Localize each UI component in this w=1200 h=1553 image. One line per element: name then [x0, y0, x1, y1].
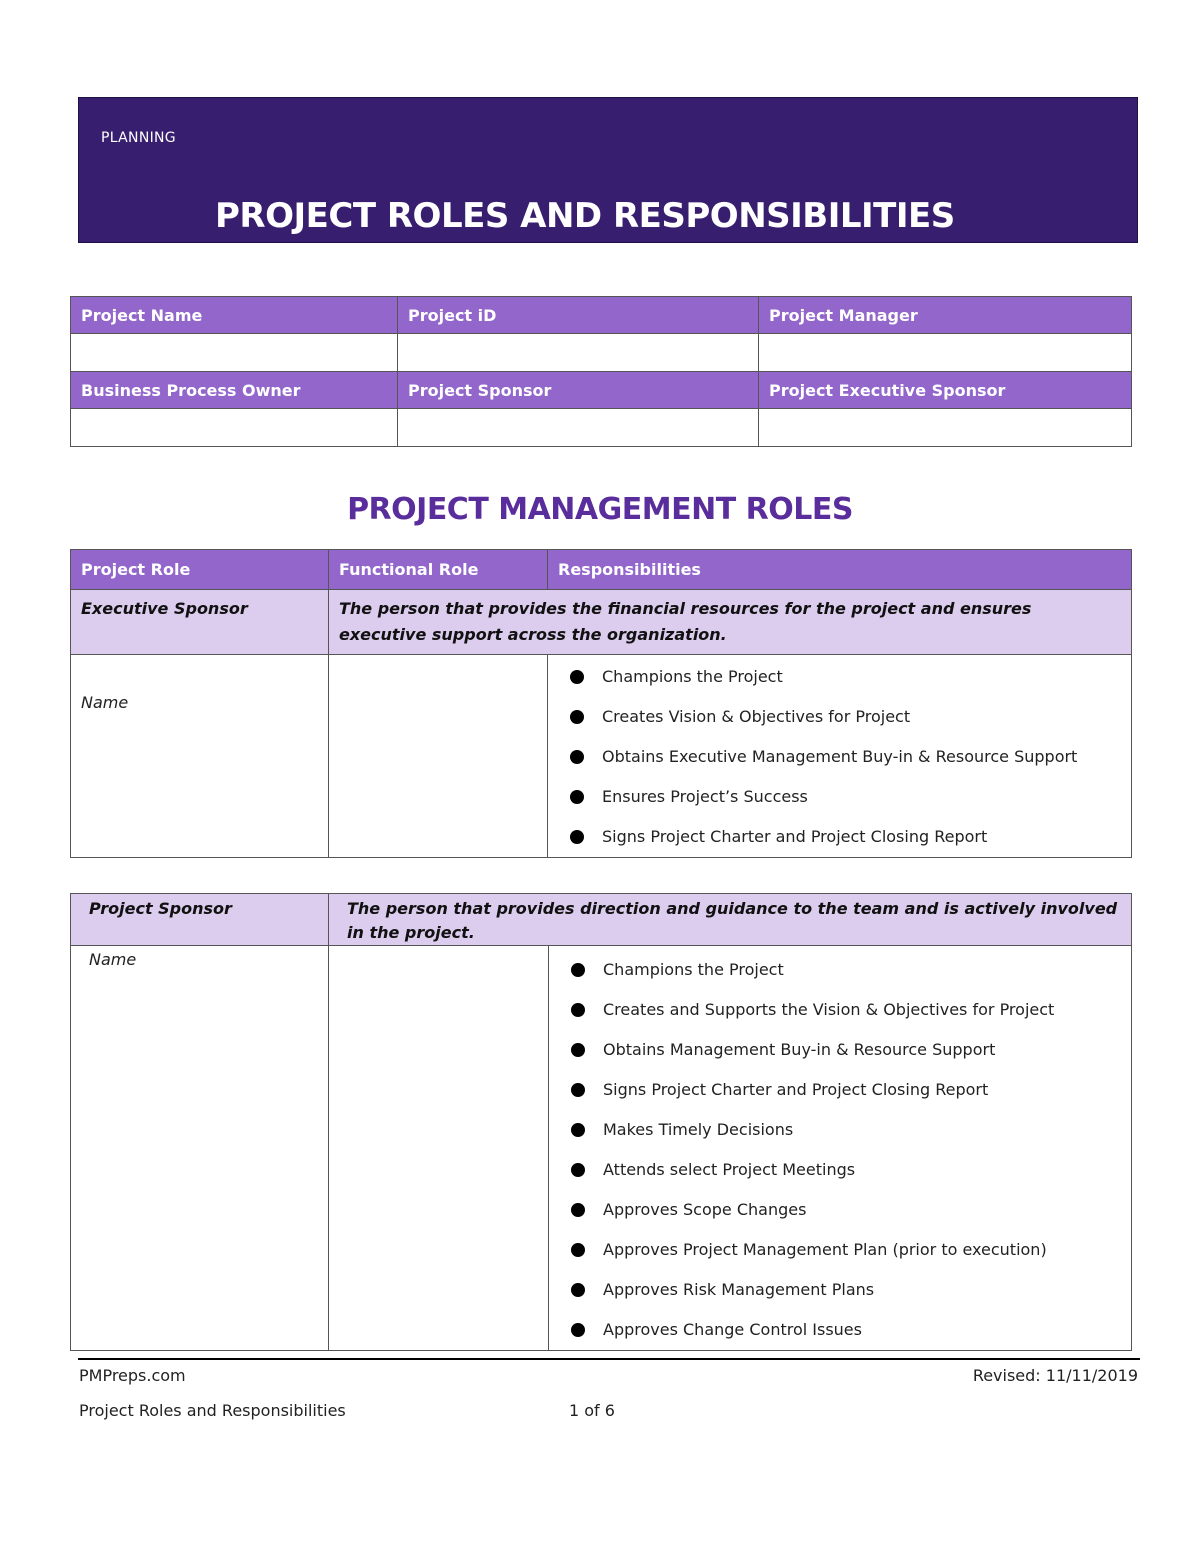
- project-manager-label: Project Manager: [759, 297, 1132, 334]
- list-item: Approves Change Control Issues: [559, 1310, 1121, 1350]
- executive-sponsor-table: [70, 549, 1132, 858]
- name-cell[interactable]: [71, 655, 329, 858]
- header-banner: [78, 97, 1138, 243]
- name-cell[interactable]: [71, 946, 329, 1351]
- project-id-label: Project iD: [398, 297, 759, 334]
- functional-role-cell[interactable]: [329, 946, 549, 1351]
- project-name-label: Project Name: [71, 297, 398, 334]
- project-name-field[interactable]: [71, 334, 398, 372]
- list-item: Signs Project Charter and Project Closing Report: [558, 817, 1121, 857]
- list-item: Approves Project Management Plan (prior to execution): [559, 1230, 1121, 1270]
- page-title: PROJECT ROLES AND RESPONSIBILITIES: [215, 196, 955, 236]
- responsibility-list: [558, 657, 1121, 857]
- responsibilities-cell: [549, 946, 1132, 1351]
- column-header-functional-role: Functional Role: [329, 550, 548, 590]
- role-description: The person that provides direction and guidance to the team and is actively involved in the project.: [329, 894, 1132, 946]
- business-process-owner-field[interactable]: [71, 409, 398, 447]
- project-sponsor-label: Project Sponsor: [398, 372, 759, 409]
- project-info-table: [70, 296, 1132, 447]
- list-item: Approves Risk Management Plans: [559, 1270, 1121, 1310]
- column-header-project-role: Project Role: [71, 550, 329, 590]
- project-executive-sponsor-field[interactable]: [759, 409, 1132, 447]
- list-item: Champions the Project: [558, 657, 1121, 697]
- functional-role-cell[interactable]: [329, 655, 548, 858]
- project-sponsor-table: [70, 893, 1132, 1351]
- role-title: Project Sponsor: [71, 894, 329, 946]
- list-item: Creates and Supports the Vision & Objectives for Project: [559, 990, 1121, 1030]
- project-executive-sponsor-label: Project Executive Sponsor: [759, 372, 1132, 409]
- project-id-field[interactable]: [398, 334, 759, 372]
- name-label: Name: [89, 950, 137, 969]
- list-item: Approves Scope Changes: [559, 1190, 1121, 1230]
- footer-divider: [78, 1358, 1140, 1360]
- role-description: The person that provides the financial resources for the project and ensures executive support across the organization.: [329, 590, 1132, 655]
- responsibility-list: [559, 950, 1121, 1350]
- name-label: Name: [81, 693, 129, 712]
- list-item: Attends select Project Meetings: [559, 1150, 1121, 1190]
- responsibilities-cell: [548, 655, 1132, 858]
- business-process-owner-label: Business Process Owner: [71, 372, 398, 409]
- list-item: Creates Vision & Objectives for Project: [558, 697, 1121, 737]
- section-title: PROJECT MANAGEMENT ROLES: [347, 492, 853, 527]
- list-item: Ensures Project’s Success: [558, 777, 1121, 817]
- footer-page-number: 1 of 6: [569, 1401, 615, 1420]
- footer-doc-title: Project Roles and Responsibilities: [79, 1401, 346, 1420]
- footer-revised: Revised: 11/11/2019: [972, 1366, 1138, 1385]
- role-title: Executive Sponsor: [71, 590, 329, 655]
- list-item: Obtains Executive Management Buy-in & Resource Support: [558, 737, 1121, 777]
- project-manager-field[interactable]: [759, 334, 1132, 372]
- section-label: PLANNING: [101, 130, 176, 146]
- list-item: Makes Timely Decisions: [559, 1110, 1121, 1150]
- footer-site: PMPreps.com: [79, 1366, 186, 1385]
- list-item: Champions the Project: [559, 950, 1121, 990]
- list-item: Signs Project Charter and Project Closing Report: [559, 1070, 1121, 1110]
- column-header-responsibilities: Responsibilities: [548, 550, 1132, 590]
- project-sponsor-field[interactable]: [398, 409, 759, 447]
- list-item: Obtains Management Buy-in & Resource Support: [559, 1030, 1121, 1070]
